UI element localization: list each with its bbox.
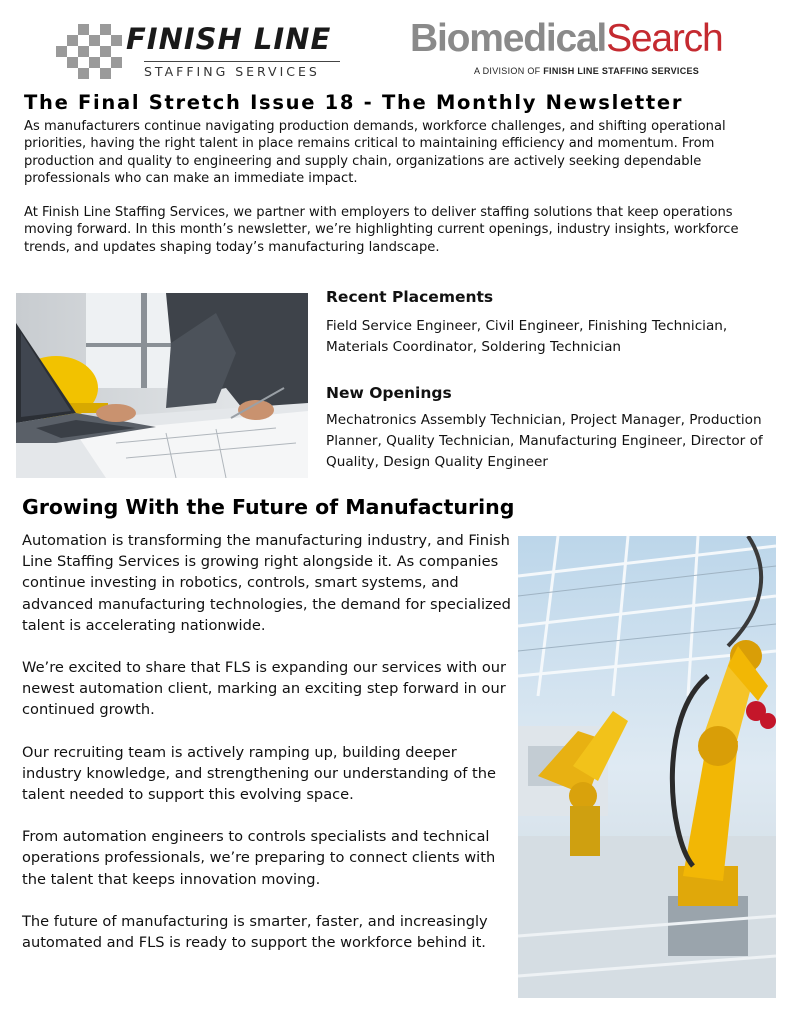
intro-paragraph: As manufacturers continue navigating production demands, workforce challenges, and shifting operational priorities, having the right talent in place remains critical to maintaining efficiency and momentum. From production and quality to engineering and supply chain, organizations are actively seeking dependable professionals who can make an immediate impact. <box>24 119 726 186</box>
checkered-flag-icon <box>56 24 122 82</box>
intro-text <box>24 118 768 256</box>
logo-rule <box>144 61 340 62</box>
body-paragraph: Our recruiting team is actively ramping up, building deeper industry knowledge, and strengthening our understanding of the talent needed to support this evolving space. <box>22 743 496 804</box>
body-paragraph: The future of manufacturing is smarter, faster, and increasingly automated and FLS is ready to support the workforce behind it. <box>22 912 488 952</box>
new-openings-heading: New Openings <box>326 384 452 402</box>
section-body <box>22 530 514 953</box>
engineer-laptop-illustration <box>16 293 308 478</box>
new-openings-list: Mechatronics Assembly Technician, Project Manager, Production Planner, Quality Technician, Manufacturing Engineer, Director of Quality, Design Quality Engineer <box>326 412 763 470</box>
engineer-laptop-photo <box>16 293 308 478</box>
body-paragraph: We’re excited to share that FLS is expanding our services with our newest automation client, marking an exciting step forward in our continued growth. <box>22 659 507 719</box>
industrial-robot-photo <box>518 536 776 998</box>
intro-paragraph: At Finish Line Staffing Services, we partner with employers to deliver staffing solutions that keep operations moving forward. In this month’s newsletter, we’re highlighting current openings, industry insights, workforce trends, and updates shaping today’s manufacturing landscape. <box>24 205 739 255</box>
section-heading: Growing With the Future of Manufacturing <box>22 495 515 519</box>
division-line: A DIVISION OF FINISH LINE STAFFING SERVICES <box>474 66 700 76</box>
robot-arm-illustration <box>518 536 776 998</box>
biomedical-search-wordmark: BiomedicalSearch <box>410 17 723 60</box>
recent-placements-section <box>326 288 776 358</box>
newsletter-title: The Final Stretch Issue 18 - The Monthly Newsletter <box>24 91 684 114</box>
finish-line-wordmark: FINISH LINE <box>126 22 332 56</box>
new-openings-section <box>326 384 776 473</box>
recent-placements-list: Field Service Engineer, Civil Engineer, Finishing Technician, Materials Coordinator, Soldering Technician <box>326 318 728 355</box>
finish-line-logo <box>56 24 341 82</box>
body-paragraph: Automation is transforming the manufacturing industry, and Finish Line Staffing Services is growing right alongside it. As companies continue investing in robotics, controls, smart systems, and advanced manufacturing technologies, the demand for specialized talent is accelerating nationwide. <box>22 532 511 634</box>
finish-line-tagline: STAFFING SERVICES <box>144 64 320 79</box>
recent-placements-heading: Recent Placements <box>326 288 494 306</box>
body-paragraph: From automation engineers to controls specialists and technical operations professionals, we’re preparing to connect clients with the talent that keeps innovation moving. <box>22 828 496 888</box>
biomedical-search-logo <box>410 18 755 80</box>
